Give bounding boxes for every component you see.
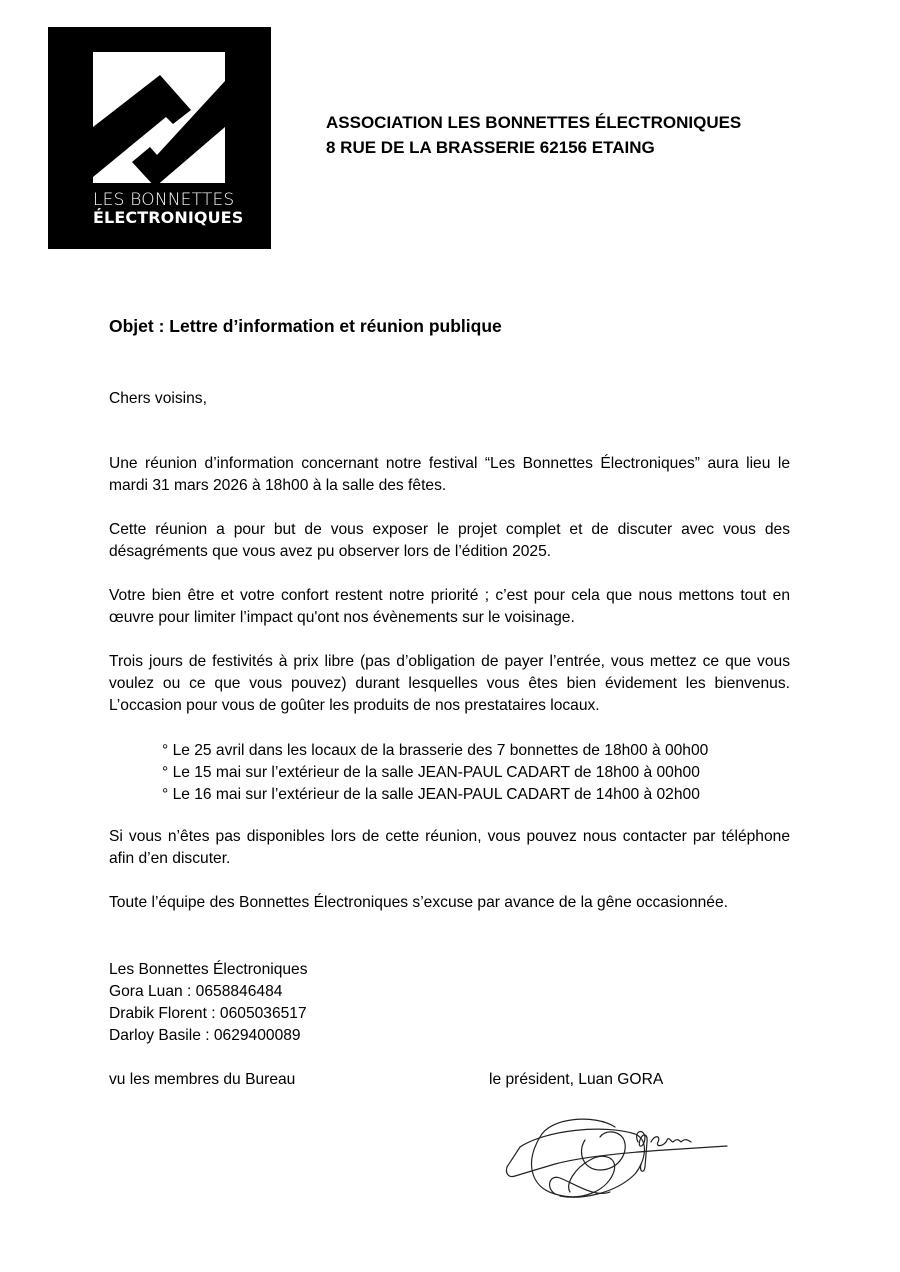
signature-icon xyxy=(495,1112,735,1204)
event-list xyxy=(162,740,708,806)
contact-person: Gora Luan : 0658846484 xyxy=(109,983,283,1000)
contact-person: Darloy Basile : 0629400089 xyxy=(109,1027,301,1044)
paragraph-purpose: Cette réunion a pour but de vous exposer le projet complet et de discuter avec vous des désagréments que vous avez pu observer lors de l’édition 2025. xyxy=(109,521,790,560)
organization-address: 8 RUE DE LA BRASSERIE 62156 ETAING xyxy=(326,138,655,157)
signatory-label: le président, Luan GORA xyxy=(489,1071,664,1088)
logo-text-line1: LES BONNETTES xyxy=(93,190,235,210)
paragraph-festivities: Trois jours de festivités à prix libre (pas d’obligation de payer l’entrée, vous mettez ce que vous voulez ou ce que vous pouvez) durant lesquelles vous êtes bien évidement les bienvenus. L’occasion pour vous de goûter les produits de nos prestataires locaux. xyxy=(109,653,790,714)
event-item: ° Le 25 avril dans les locaux de la brasserie des 7 bonnettes de 18h00 à 00h00 xyxy=(162,742,709,759)
signature xyxy=(495,1112,735,1209)
association-logo xyxy=(48,27,271,249)
paragraph-contact: Si vous n’êtes pas disponibles lors de cette réunion, vous pouvez nous contacter par téléphone afin d’en discuter. xyxy=(109,828,790,867)
letter-subject: Objet : Lettre d’information et réunion publique xyxy=(109,316,502,336)
contact-organization: Les Bonnettes Électroniques xyxy=(109,961,308,978)
organization-name: ASSOCIATION LES BONNETTES ÉLECTRONIQUES xyxy=(326,113,742,132)
bureau-note: vu les membres du Bureau xyxy=(109,1071,296,1088)
event-item: ° Le 16 mai sur l’extérieur de la salle JEAN-PAUL CADART de 14h00 à 02h00 xyxy=(162,786,700,803)
salutation: Chers voisins, xyxy=(109,390,207,407)
logo-text-line2: ÉLECTRONIQUES xyxy=(93,208,244,227)
contact-block xyxy=(109,959,308,1047)
paragraph-priority: Votre bien être et votre confort restent notre priorité ; c’est pour cela que nous mettons tout en œuvre pour limiter l’impact qu'ont nos évènements sur le voisinage. xyxy=(109,587,790,626)
paragraph-apology: Toute l’équipe des Bonnettes Électroniques s’excuse par avance de la gêne occasionnée. xyxy=(109,894,728,911)
organization-header xyxy=(326,110,741,160)
paragraph-meeting: Une réunion d’information concernant notre festival “Les Bonnettes Électroniques” aura lieu le mardi 31 mars 2026 à 18h00 à la salle des fêtes. xyxy=(109,455,790,494)
event-item: ° Le 15 mai sur l’extérieur de la salle JEAN-PAUL CADART de 18h00 à 00h00 xyxy=(162,764,700,781)
contact-person: Drabik Florent : 0605036517 xyxy=(109,1005,307,1022)
